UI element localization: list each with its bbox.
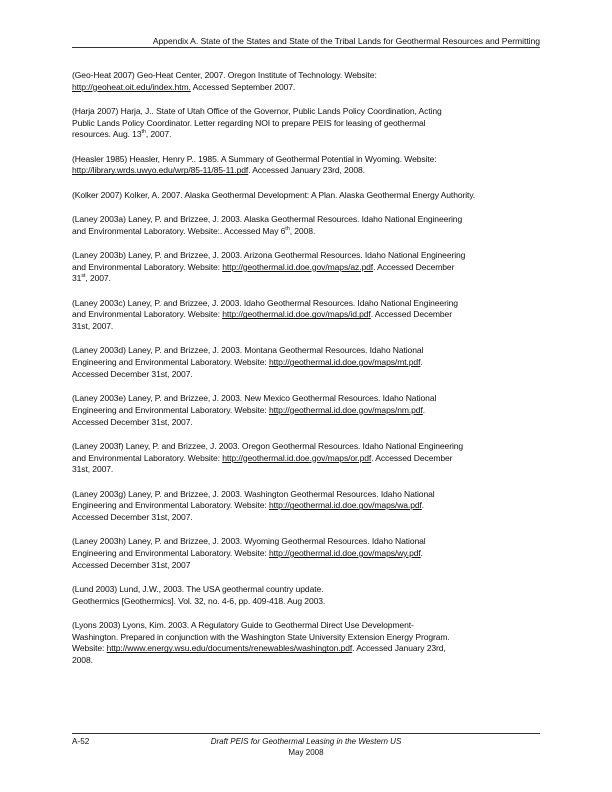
reference-url-link[interactable]: http://geothermal.id.doe.gov/maps/id.pdf	[222, 309, 371, 320]
reference-entry	[72, 250, 542, 285]
reference-text: Accessed December 31st, 2007.	[72, 511, 193, 522]
reference-line	[72, 560, 542, 572]
reference-url-link[interactable]: http://geothermal.id.doe.gov/maps/mt.pdf	[268, 357, 421, 368]
reference-text: (Lyons 2003) Lyons, Kim. 2003. A Regulatory Guide to Geothermal Direct Use Development-	[72, 619, 414, 630]
reference-text: , 2008.	[289, 225, 316, 236]
reference-text: .	[422, 404, 425, 415]
reference-text: 31st, 2007.	[72, 464, 114, 475]
reference-text: Accessed December 31st, 2007.	[72, 368, 193, 379]
reference-text: .	[420, 357, 423, 368]
reference-text: . Accessed December	[370, 309, 452, 320]
reference-line	[72, 226, 542, 238]
footer-divider	[72, 733, 540, 734]
reference-entry	[72, 620, 542, 667]
reference-text: Public Lands Policy Coordinator. Letter regarding NOI to prepare PEIS for leasing of geothermal	[72, 117, 426, 128]
reference-line	[72, 118, 542, 130]
reference-url-link[interactable]: http://geothermal.id.doe.gov/maps/nm.pdf	[268, 404, 423, 415]
reference-text: .	[421, 500, 425, 511]
ordinal-suffix: st	[81, 273, 86, 280]
reference-text: Accessed September 2007.	[190, 81, 296, 92]
reference-url-link[interactable]: http://library.wrds.uwyo.edu/wrp/85-11/85-11.pdf	[72, 165, 249, 176]
footer-date: May 2008	[288, 747, 324, 757]
reference-text: Accessed December 31st, 2007	[72, 559, 191, 570]
reference-text: (Laney 2003h) Laney, P. and Brizzee, J. 2003. Wyoming Geothermal Resources. Idaho National	[72, 536, 426, 547]
reference-line	[72, 82, 542, 94]
reference-line	[72, 417, 542, 429]
reference-text: Website:	[72, 643, 107, 654]
reference-line	[72, 309, 542, 321]
reference-text: and Environmental Laboratory. Website:	[72, 309, 223, 320]
reference-text: 31st, 2007.	[72, 321, 114, 332]
reference-text: (Laney 2003e) Laney, P. and Brizzee, J. 2003. New Mexico Geothermal Resources. Idaho National	[72, 393, 437, 404]
reference-line	[72, 596, 542, 608]
reference-line	[72, 584, 542, 596]
reference-line	[72, 453, 542, 465]
reference-text: (Laney 2003c) Laney, P. and Brizzee, J. 2003. Idaho Geothermal Resources. Idaho National Engineering	[72, 297, 458, 308]
reference-text: (Heasler 1985) Heasler, Henry P.. 1985. A Summary of Geothermal Potential in Wyoming. Website:	[72, 153, 437, 164]
reference-line	[72, 214, 542, 226]
reference-text: 31	[72, 273, 82, 284]
footer-document-title: Draft PEIS for Geothermal Leasing in the Western US	[210, 737, 402, 746]
reference-line	[72, 129, 542, 141]
reference-url-link[interactable]: http://geothermal.id.doe.gov/maps/wy.pdf	[268, 547, 421, 558]
reference-line	[72, 273, 542, 285]
reference-text: , 2007.	[145, 129, 172, 140]
reference-text: (Laney 2003d) Laney, P. and Brizzee, J. 2003. Montana Geothermal Resources. Idaho National	[72, 345, 424, 356]
reference-url-link[interactable]: http://geothermal.id.doe.gov/maps/wa.pdf	[268, 500, 422, 511]
reference-line	[72, 489, 542, 501]
reference-entry	[72, 345, 542, 380]
reference-line	[72, 262, 542, 274]
reference-line	[72, 464, 542, 476]
reference-text: resources. Aug. 13	[72, 129, 142, 140]
reference-line	[72, 655, 542, 667]
footer	[206, 737, 406, 758]
reference-entry	[72, 190, 542, 202]
reference-text: (Laney 2003a) Laney, P. and Brizzee, J. 2003. Alaska Geothermal Resources. Idaho National Engineering	[72, 214, 463, 224]
reference-list	[72, 70, 542, 679]
reference-line	[72, 643, 542, 655]
header-divider	[72, 47, 540, 48]
reference-text: Engineering and Environmental Laboratory. Website:	[72, 547, 269, 558]
ordinal-suffix: th	[141, 129, 146, 136]
reference-line	[72, 357, 542, 369]
reference-text: . Accessed December	[373, 261, 455, 272]
reference-text: and Environmental Laboratory. Website:. Accessed May 6	[72, 225, 286, 236]
reference-url-link[interactable]: http://geothermal.id.doe.gov/maps/or.pdf	[222, 452, 372, 463]
reference-entry	[72, 536, 542, 571]
reference-text: (Kolker 2007) Kolker, A. 2007. Alaska Geothermal Development: A Plan. Alaska Geothermal Energy Authority.	[72, 189, 476, 200]
reference-text: (Laney 2003f) Laney, P. and Brizzee, J. 2003. Oregon Geothermal Resources. Idaho National Engineering	[72, 440, 464, 451]
reference-entry	[72, 214, 542, 237]
reference-line	[72, 441, 542, 453]
reference-text: .	[420, 547, 423, 558]
reference-text: . Accessed December	[371, 452, 453, 463]
reference-text: Geothermics [Geothermics]. Vol. 32, no. 4-6, pp. 409-418. Aug 2003.	[72, 595, 326, 606]
reference-line	[72, 512, 542, 524]
reference-entry	[72, 70, 542, 93]
reference-line	[72, 405, 542, 417]
reference-line	[72, 165, 542, 177]
reference-url-link[interactable]: http://www.energy.wsu.edu/documents/renewables/washington.pdf	[106, 643, 353, 654]
reference-text: Accessed December 31st, 2007.	[72, 416, 193, 427]
reference-line	[72, 154, 542, 166]
reference-entry	[72, 584, 542, 607]
reference-line	[72, 620, 542, 632]
reference-text: (Lund 2003) Lund, J.W., 2003. The USA geothermal country update.	[72, 583, 324, 594]
reference-text: and Environmental Laboratory. Website:	[72, 261, 223, 272]
reference-text: (Geo-Heat 2007) Geo-Heat Center, 2007. Oregon Institute of Technology. Website:	[72, 70, 377, 80]
reference-line	[72, 393, 542, 405]
reference-text: . Accessed January 23rd,	[352, 643, 446, 654]
page-number: A-52	[72, 737, 90, 746]
reference-line	[72, 106, 542, 118]
reference-text: Washington. Prepared in conjunction with the Washington State University Extension Energy Program.	[72, 631, 450, 642]
reference-line	[72, 500, 542, 512]
reference-entry	[72, 298, 542, 333]
reference-url-link[interactable]: http://geothermal.id.doe.gov/maps/az.pdf	[222, 261, 374, 272]
reference-url-link[interactable]: http://geoheat.oit.edu/index.htm.	[72, 81, 191, 92]
reference-text: (Laney 2003g) Laney, P. and Brizzee, J. 2003. Washington Geothermal Resources. Idaho National	[72, 488, 435, 499]
reference-entry	[72, 393, 542, 428]
reference-text: Engineering and Environmental Laboratory. Website:	[72, 404, 269, 415]
reference-entry	[72, 489, 542, 524]
ordinal-suffix: th	[285, 225, 290, 232]
reference-line	[72, 345, 542, 357]
reference-text: 2008.	[72, 655, 93, 666]
reference-line	[72, 632, 542, 644]
reference-entry	[72, 106, 542, 141]
reference-line	[72, 298, 542, 310]
reference-text: , 2007.	[85, 273, 111, 284]
reference-line	[72, 536, 542, 548]
reference-text: Engineering and Environmental Laboratory. Website:	[72, 357, 269, 368]
reference-line	[72, 190, 542, 202]
reference-text: . Accessed January 23rd, 2008.	[248, 165, 365, 176]
reference-text: (Laney 2003b) Laney, P. and Brizzee, J. 2003. Arizona Geothermal Resources. Idaho National Engineering	[72, 250, 466, 260]
reference-line	[72, 250, 542, 262]
reference-line	[72, 321, 542, 333]
reference-text: and Environmental Laboratory. Website:	[72, 452, 223, 463]
reference-line	[72, 548, 542, 560]
reference-line	[72, 70, 542, 82]
reference-line	[72, 369, 542, 381]
reference-entry	[72, 441, 542, 476]
reference-text: (Harja 2007) Harja, J.. State of Utah Office of the Governor, Public Lands Policy Coordination, Acting	[72, 106, 442, 116]
running-header: Appendix A. State of the States and State of the Tribal Lands for Geothermal Resources and Permitting	[152, 36, 540, 46]
reference-entry	[72, 154, 542, 177]
reference-text: Engineering and Environmental Laboratory. Website:	[72, 500, 269, 511]
